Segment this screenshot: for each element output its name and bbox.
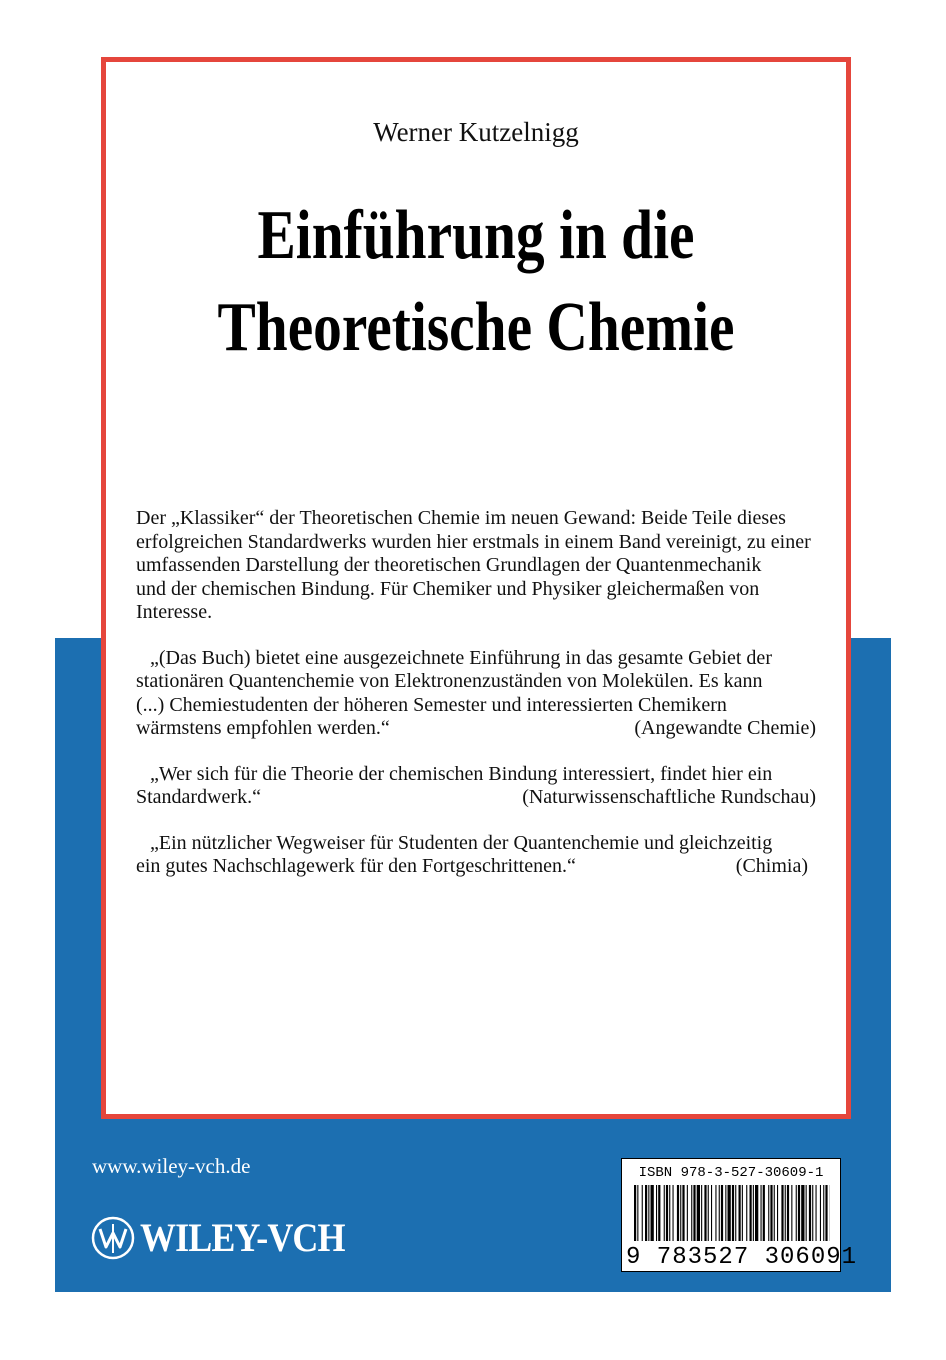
barcode-bar bbox=[637, 1185, 638, 1241]
barcode-bar bbox=[719, 1185, 720, 1241]
barcode-bar bbox=[735, 1185, 736, 1241]
intro-line: und der chemischen Bindung. Für Chemiker und Physiker gleichermaßen von bbox=[136, 577, 760, 600]
isbn-number: ISBN 978-3-527-30609-1 bbox=[638, 1165, 824, 1181]
barcode-bar bbox=[777, 1185, 778, 1241]
barcode-bars-icon bbox=[634, 1185, 830, 1251]
barcode-bar bbox=[785, 1185, 786, 1241]
quote-line: (...) Chemiestudenten der höheren Semester und interessierten Chemikern bbox=[136, 693, 727, 716]
barcode-bar bbox=[725, 1185, 726, 1241]
barcode-bar bbox=[746, 1185, 747, 1241]
quote-line: „(Das Buch) bietet eine ausgezeichnete Einführung in das gesamte Gebiet der bbox=[150, 646, 772, 669]
barcode-bar bbox=[642, 1185, 643, 1241]
barcode-bar bbox=[669, 1185, 670, 1241]
review-quote-1 bbox=[136, 647, 816, 741]
barcode-bar bbox=[634, 1185, 636, 1241]
quote-line: stationären Quantenchemie von Elektronenzuständen von Molekülen. Es kann bbox=[136, 670, 763, 692]
barcode-bar bbox=[658, 1185, 660, 1241]
quote-source: (Naturwissenschaftliche Rundschau) bbox=[522, 786, 816, 808]
barcode-bar bbox=[739, 1185, 741, 1241]
barcode-bar bbox=[732, 1185, 734, 1241]
publisher-logo bbox=[90, 1214, 367, 1261]
barcode-bar bbox=[680, 1185, 681, 1241]
barcode-bar bbox=[677, 1185, 679, 1241]
barcode-bar bbox=[768, 1185, 769, 1241]
barcode-bar bbox=[787, 1185, 789, 1241]
review-quote-3 bbox=[136, 832, 816, 879]
quote-last-line bbox=[136, 717, 816, 741]
publisher-name: WILEY-VCH bbox=[140, 1215, 345, 1260]
intro-line: Der „Klassiker“ der Theoretischen Chemie im neuen Gewand: Beide Teile dieses bbox=[136, 507, 786, 529]
barcode-bar bbox=[651, 1185, 654, 1241]
barcode-bar bbox=[656, 1185, 657, 1241]
intro-line: erfolgreichen Standardwerks wurden hier erstmals in einem Band vereinigt, zu einer bbox=[136, 530, 811, 553]
barcode-bar bbox=[708, 1185, 709, 1241]
publisher-url: www.wiley-vch.de bbox=[92, 1154, 251, 1178]
barcode-bar bbox=[763, 1185, 765, 1241]
barcode-bar bbox=[704, 1185, 706, 1241]
barcode-bar bbox=[809, 1185, 811, 1241]
quote-source: (Chimia) bbox=[735, 855, 808, 877]
barcode-bar bbox=[798, 1185, 800, 1241]
barcode-bar bbox=[645, 1185, 647, 1241]
barcode-bar bbox=[825, 1185, 827, 1241]
barcode-bar bbox=[796, 1185, 797, 1241]
barcode-bar bbox=[812, 1185, 813, 1241]
intro-line: Interesse. bbox=[136, 601, 213, 623]
barcode-bar bbox=[728, 1185, 731, 1241]
barcode-bar bbox=[806, 1185, 807, 1241]
barcode-bar bbox=[820, 1185, 821, 1241]
barcode-bar bbox=[816, 1185, 817, 1241]
title-line-1: Einführung in die bbox=[257, 197, 695, 274]
barcode-bar bbox=[715, 1185, 716, 1241]
barcode-bar bbox=[664, 1185, 665, 1241]
barcode-bar bbox=[721, 1185, 723, 1241]
quote-line: ein gutes Nachschlagewerk für den Fortgeschrittenen.“ bbox=[136, 855, 576, 877]
barcode-bar bbox=[774, 1185, 775, 1241]
barcode-bar bbox=[697, 1185, 700, 1241]
cover-frame bbox=[101, 57, 851, 1119]
barcode-bar bbox=[693, 1185, 695, 1241]
barcode-bar bbox=[791, 1185, 792, 1241]
quote-last-line bbox=[136, 855, 816, 879]
author-name: Werner Kutzelnigg bbox=[373, 117, 579, 147]
isbn-barcode bbox=[621, 1158, 858, 1272]
barcode-bar bbox=[701, 1185, 702, 1241]
barcode-bar bbox=[648, 1185, 649, 1241]
review-quote-2 bbox=[136, 763, 816, 810]
quote-line: Standardwerk.“ bbox=[136, 786, 261, 808]
book-title bbox=[173, 190, 780, 374]
title-line-2: Theoretische Chemie bbox=[217, 289, 735, 366]
quote-source: (Angewandte Chemie) bbox=[634, 717, 816, 739]
ean-number: 9 783527 306091 bbox=[626, 1244, 858, 1271]
quote-line: „Ein nützlicher Wegweiser für Studenten der Quantenchemie und gleichzeitig bbox=[150, 831, 773, 854]
quote-line: wärmstens empfohlen werden.“ bbox=[136, 717, 390, 739]
intro-paragraph bbox=[136, 507, 816, 625]
blurb-text bbox=[136, 507, 816, 879]
barcode-bar bbox=[770, 1185, 772, 1241]
barcode-bar bbox=[682, 1185, 684, 1241]
barcode-bar bbox=[761, 1185, 762, 1241]
barcode-bar bbox=[801, 1185, 804, 1241]
barcode-bar bbox=[742, 1185, 743, 1241]
barcode-bar bbox=[691, 1185, 692, 1241]
barcode-bar bbox=[781, 1185, 783, 1241]
barcode-bar bbox=[823, 1185, 824, 1241]
barcode-bar bbox=[755, 1185, 758, 1241]
wiley-emblem-icon bbox=[90, 1215, 136, 1261]
barcode-bar bbox=[666, 1185, 668, 1241]
barcode-bar bbox=[687, 1185, 688, 1241]
barcode-bar bbox=[711, 1185, 712, 1241]
barcode-bar bbox=[750, 1185, 752, 1241]
barcode-bar bbox=[753, 1185, 754, 1241]
barcode-bar bbox=[673, 1185, 674, 1241]
quote-last-line bbox=[136, 786, 816, 810]
intro-line: umfassenden Darstellung der theoretischen Grundlagen der Quantenmechanik bbox=[136, 554, 762, 576]
quote-line: „Wer sich für die Theorie der chemischen Bindung interessiert, findet hier ein bbox=[150, 762, 773, 785]
